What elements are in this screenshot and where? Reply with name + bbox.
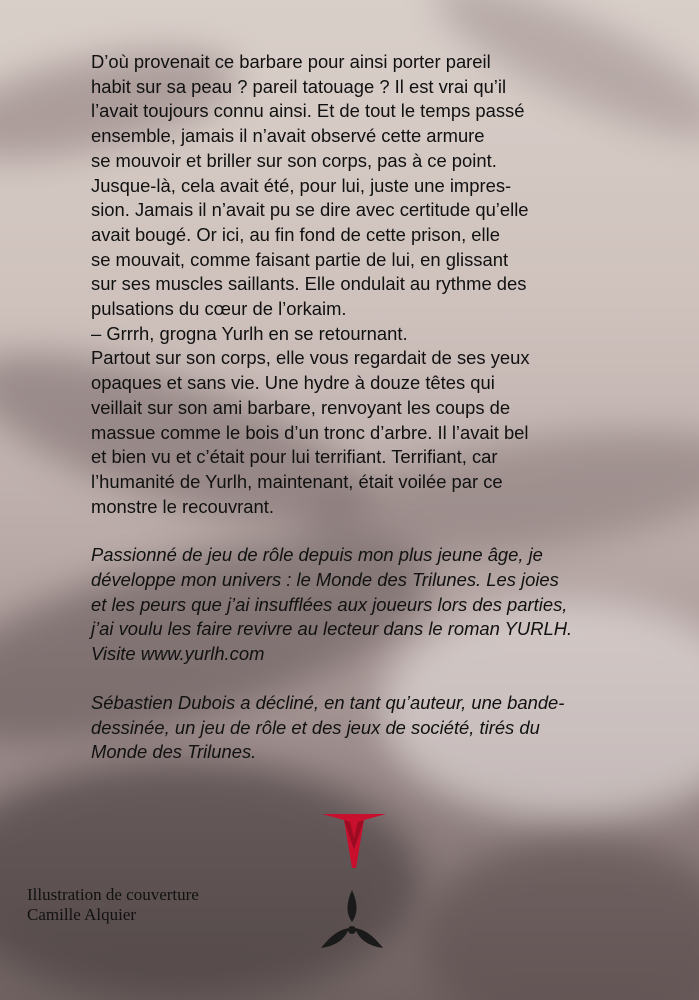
text-line: Partout sur son corps, elle vous regardait de ses yeux xyxy=(91,347,530,369)
text-line: – Grrrh, grogna Yurlh en se retournant. xyxy=(91,322,408,344)
text-line: massue comme le bois d’un tronc d’arbre. Il l’avait bel xyxy=(91,421,529,443)
excerpt-text xyxy=(91,50,609,519)
text-line: Monde des Trilunes. xyxy=(91,741,257,763)
text-line: sion. Jamais il n’avait pu se dire avec certitude qu’elle xyxy=(91,199,529,221)
text-line: veillait sur son ami barbare, renvoyant les coups de xyxy=(91,396,511,418)
text-line: sur ses muscles saillants. Elle ondulait au rythme des xyxy=(91,273,527,295)
text-line: Jusque-là, cela avait été, pour lui, juste une impres- xyxy=(91,174,512,196)
credit-label: Illustration de couverture xyxy=(27,885,199,904)
text-line: j’ai voulu les faire revivre au lecteur dans le roman YURLH. xyxy=(91,618,573,640)
text-line: l’humanité de Yurlh, maintenant, était voilée par ce xyxy=(91,470,503,492)
text-line: et bien vu et c’était pour lui terrifiant. Terrifiant, car xyxy=(91,446,498,468)
text-line: ensemble, jamais il n’avait observé cette armure xyxy=(91,125,485,147)
trilunes-triangle-logo-icon xyxy=(319,888,385,952)
text-line: l’avait toujours connu ainsi. Et de tout le temps passé xyxy=(91,100,525,122)
text-line: pulsations du cœur de l’orkaim. xyxy=(91,298,347,320)
text-line: habit sur sa peau ? pareil tatouage ? Il est vrai qu’il xyxy=(91,75,507,97)
website-text: Visite www.yurlh.com xyxy=(91,643,265,665)
text-line: dessinée, un jeu de rôle et des jeux de société, tirés du xyxy=(91,716,540,738)
red-v-logo-icon xyxy=(320,810,388,872)
author-bio xyxy=(91,543,609,667)
text-line: développe mon univers : le Monde des Trilunes. Les joies xyxy=(91,569,559,591)
text-line: monstre le recouvrant. xyxy=(91,495,274,517)
text-line: opaques et sans vie. Une hydre à douze têtes qui xyxy=(91,372,495,394)
illustrator-name: Camille Alquier xyxy=(27,905,137,924)
author-works xyxy=(91,691,609,765)
text-line: Sébastien Dubois a décliné, en tant qu’auteur, une bande- xyxy=(91,691,565,713)
text-line: et les peurs que j’ai insufflées aux joueurs lors des parties, xyxy=(91,593,568,615)
back-cover-text xyxy=(91,50,609,765)
text-line: D’où provenait ce barbare pour ainsi porter pareil xyxy=(91,51,491,72)
text-line: Passionné de jeu de rôle depuis mon plus jeune âge, je xyxy=(91,544,543,566)
text-line: se mouvait, comme faisant partie de lui, en glissant xyxy=(91,248,509,270)
text-line: avait bougé. Or ici, au fin fond de cette prison, elle xyxy=(91,223,500,245)
text-line: se mouvoir et briller sur son corps, pas à ce point. xyxy=(91,149,497,171)
cover-illustration-credit xyxy=(27,885,199,925)
